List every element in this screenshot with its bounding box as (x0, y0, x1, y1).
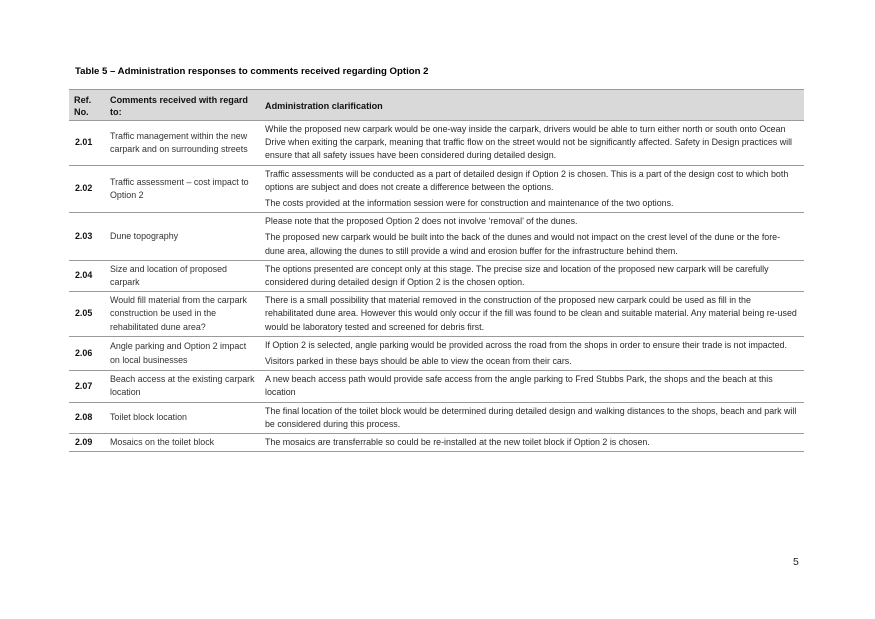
clarification-paragraph: The final location of the toilet block would be determined during detailed design and walking distances to the shops, beach and park will be considered during this process. (265, 405, 797, 429)
row-ref-no: 2.08 (69, 402, 105, 433)
row-comment: Traffic management within the new carpark and on surrounding streets (105, 121, 260, 166)
header-row (69, 90, 804, 121)
clarification-paragraph: The mosaics are transferrable so could be re-installed at the new toilet block if Option 2 is chosen. (265, 437, 650, 448)
table-row (69, 213, 804, 261)
row-ref-no: 2.07 (69, 371, 105, 402)
page-number: 5 (793, 556, 799, 568)
row-ref-no: 2.09 (69, 434, 105, 452)
table-row (69, 434, 804, 452)
row-clarification (260, 213, 804, 261)
row-comment: Angle parking and Option 2 impact on local businesses (105, 336, 260, 370)
row-comment: Mosaics on the toilet block (105, 434, 260, 452)
row-clarification (260, 402, 804, 433)
clarification-paragraph: The options presented are concept only at this stage. The precise size and location of the proposed new carpark will be carefully considered during detailed design if Option 2 is the chosen option. (265, 263, 769, 288)
header-clarification: Administration clarification (260, 90, 804, 121)
table-row (69, 371, 804, 402)
clarification-paragraph: If Option 2 is selected, angle parking would be provided across the road from the shops in order to ensure their trade is not impacted. (265, 339, 787, 350)
row-ref-no: 2.06 (69, 336, 105, 370)
table-header (69, 90, 804, 121)
clarification-paragraph: A new beach access path would provide safe access from the angle parking to Fred Stubbs Park, the shops and the beach at this location (265, 374, 773, 398)
row-ref-no: 2.02 (69, 165, 105, 213)
row-comment: Dune topography (105, 213, 260, 261)
clarification-paragraph: There is a small possibility that material removed in the construction of the proposed new carpark could be used as fill in the rehabilitated dune area. However this would only occur if the fill was found to be clean and suitable material. Any material being re-used would be laboratory tested and screened for debris first. (265, 295, 797, 332)
row-clarification (260, 121, 804, 166)
table-row (69, 402, 804, 433)
row-ref-no: 2.04 (69, 260, 105, 291)
row-comment: Traffic assessment – cost impact to Option 2 (105, 165, 260, 213)
row-comment: Size and location of proposed carpark (105, 260, 260, 291)
clarification-paragraph: Please note that the proposed Option 2 does not involve ‘removal’ of the dunes. (265, 216, 578, 227)
row-clarification (260, 165, 804, 213)
row-clarification (260, 434, 804, 452)
row-clarification (260, 371, 804, 402)
row-comment: Would fill material from the carpark construction be used in the rehabilitated dune area? (105, 292, 260, 337)
table-body (69, 121, 804, 452)
table-row (69, 292, 804, 337)
table-caption: Table 5 – Administration responses to comments received regarding Option 2 (75, 66, 429, 77)
table-row (69, 336, 804, 370)
responses-table (69, 89, 804, 452)
table-row (69, 260, 804, 291)
header-ref-no: Ref. No. (69, 90, 105, 121)
row-clarification (260, 336, 804, 370)
table-row (69, 165, 804, 213)
clarification-paragraph: Traffic assessments will be conducted as a part of detailed design if Option 2 is chosen. This is a part of the design cost to which both options are subject and does not create a difference between the options. (265, 168, 789, 192)
clarification-paragraph: The proposed new carpark would be built into the back of the dunes and would not impact on the crest level of the dune or the fore-dune area, allowing the dunes to still provide a wind and erosion buffer for the infrastructure behind them. (265, 232, 781, 256)
row-comment: Toilet block location (105, 402, 260, 433)
clarification-paragraph: The costs provided at the information session were for construction and maintenance of the two options. (265, 198, 674, 209)
row-ref-no: 2.03 (69, 213, 105, 261)
row-comment: Beach access at the existing carpark location (105, 371, 260, 402)
table-row (69, 121, 804, 166)
row-ref-no: 2.05 (69, 292, 105, 337)
clarification-paragraph: Visitors parked in these bays should be able to view the ocean from their cars. (265, 356, 572, 367)
header-comments: Comments received with regard to: (105, 90, 260, 121)
row-clarification (260, 260, 804, 291)
row-ref-no: 2.01 (69, 121, 105, 166)
clarification-paragraph: While the proposed new carpark would be one-way inside the carpark, drivers would be able to turn either north or south onto Ocean Drive when exiting the carpark, meaning that traffic flow on the street would not be significantly affected. Safety in Design practices will ensure that all safety issues have been considered during detailed design. (265, 124, 793, 161)
row-clarification (260, 292, 804, 337)
